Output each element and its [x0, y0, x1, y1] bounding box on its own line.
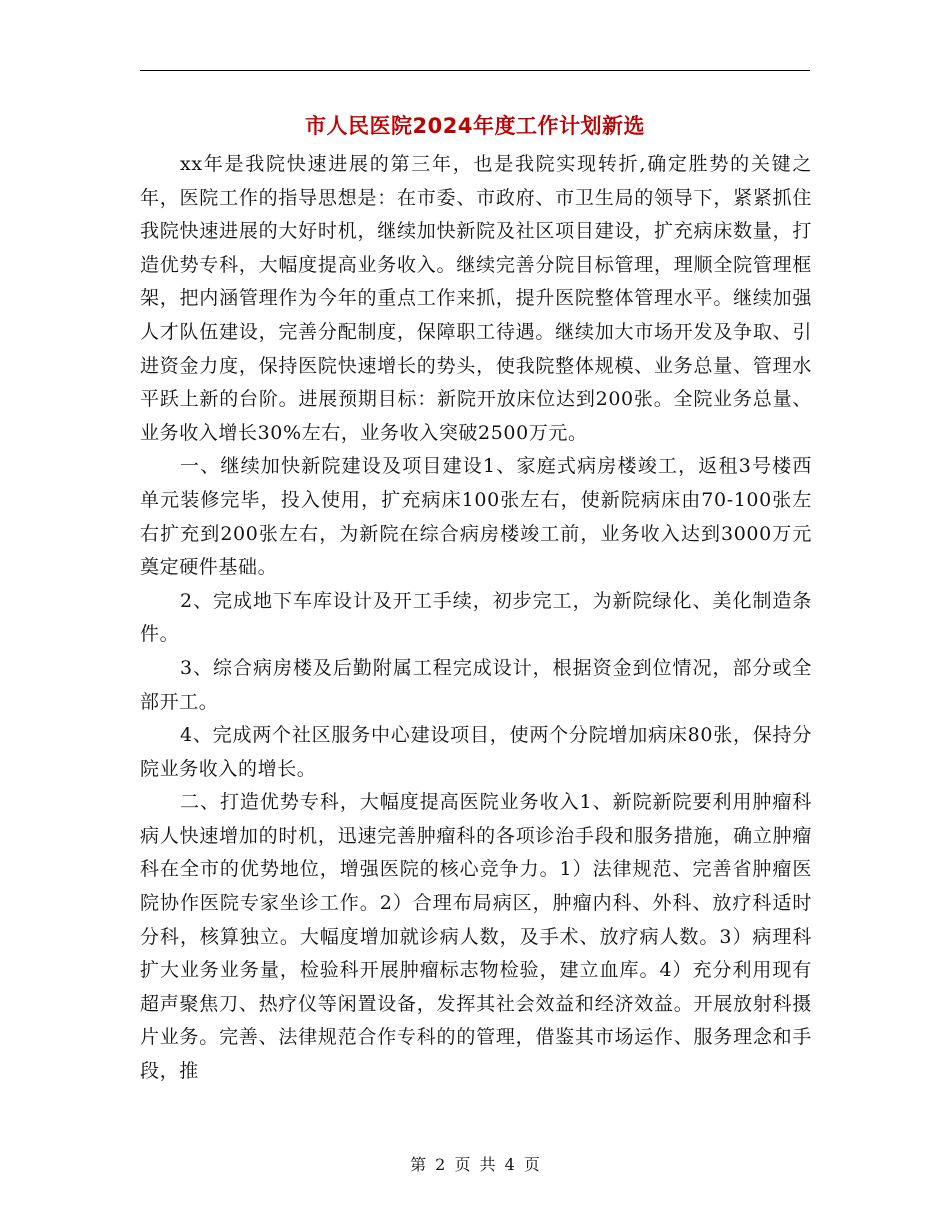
document-body — [140, 148, 812, 1089]
page-indicator: 第 2 页 共 4 页 — [410, 1155, 540, 1174]
paragraph-intro: xx年是我院快速进展的第三年，也是我院实现转折,确定胜势的关键之年，医院工作的指导思想是：在市委、市政府、市卫生局的领导下，紧紧抓住我院快速进展的大好时机，继续加快新院及社区项目建设，扩充病床数量，打造优势专科，大幅度提高业务收入。继续完善分院目标管理，理顺全院管理框架，把内涵管理作为今年的重点工作来抓，提升医院整体管理水平。继续加强人才队伍建设，完善分配制度，保障职工待遇。继续加大市场开发及争取、引进资金力度，保持医院快速增长的势头，使我院整体规模、业务总量、管理水平跃上新的台阶。进展预期目标：新院开放床位达到200张。全院业务总量、业务收入增长30%左右，业务收入突破2500万元。 — [140, 153, 812, 444]
paragraph-item-3: 3、综合病房楼及后勤附属工程完成设计，根据资金到位情况，部分或全部开工。 — [140, 656, 812, 713]
paragraph-section-2: 二、打造优势专科，大幅度提高医院业务收入1、新院新院要利用肿瘤科病人快速增加的时机，迅速完善肿瘤科的各项诊治手段和服务措施，确立肿瘤科在全市的优势地位，增强医院的核心竞争力。1）法律规范、完善省肿瘤医院协作医院专家坐诊工作。2）合理布局病区，肿瘤内科、外科、放疗科适时分科，核算独立。大幅度增加就诊病人数，及手术、放疗病人数。3）病理科扩大业务业务量，检验科开展肿瘤标志物检验，建立血库。4）充分利用现有超声聚焦刀、热疗仪等闲置设备，发挥其社会效益和经济效益。开展放射科摄片业务。完善、法律规范合作专科的的管理，借鉴其市场运作、服务理念和手段，推 — [140, 791, 812, 1083]
paragraph-section-1: 一、继续加快新院建设及项目建设1、家庭式病房楼竣工，返租3号楼西单元装修完毕，投入使用，扩充病床100张左右，使新院病床由70-100张左右扩充到200张左右，为新院在综合病房楼竣工前，业务收入达到3000万元奠定硬件基础。 — [140, 455, 812, 579]
paragraph-item-2: 2、完成地下车库设计及开工手续，初步完工，为新院绿化、美化制造条件。 — [140, 589, 812, 646]
document-title: 市人民医院2024年度工作计划新选 — [305, 114, 645, 138]
paragraph-item-4: 4、完成两个社区服务中心建设项目，使两个分院增加病床80张，保持分院业务收入的增长。 — [140, 724, 812, 780]
header-rule — [140, 70, 810, 71]
